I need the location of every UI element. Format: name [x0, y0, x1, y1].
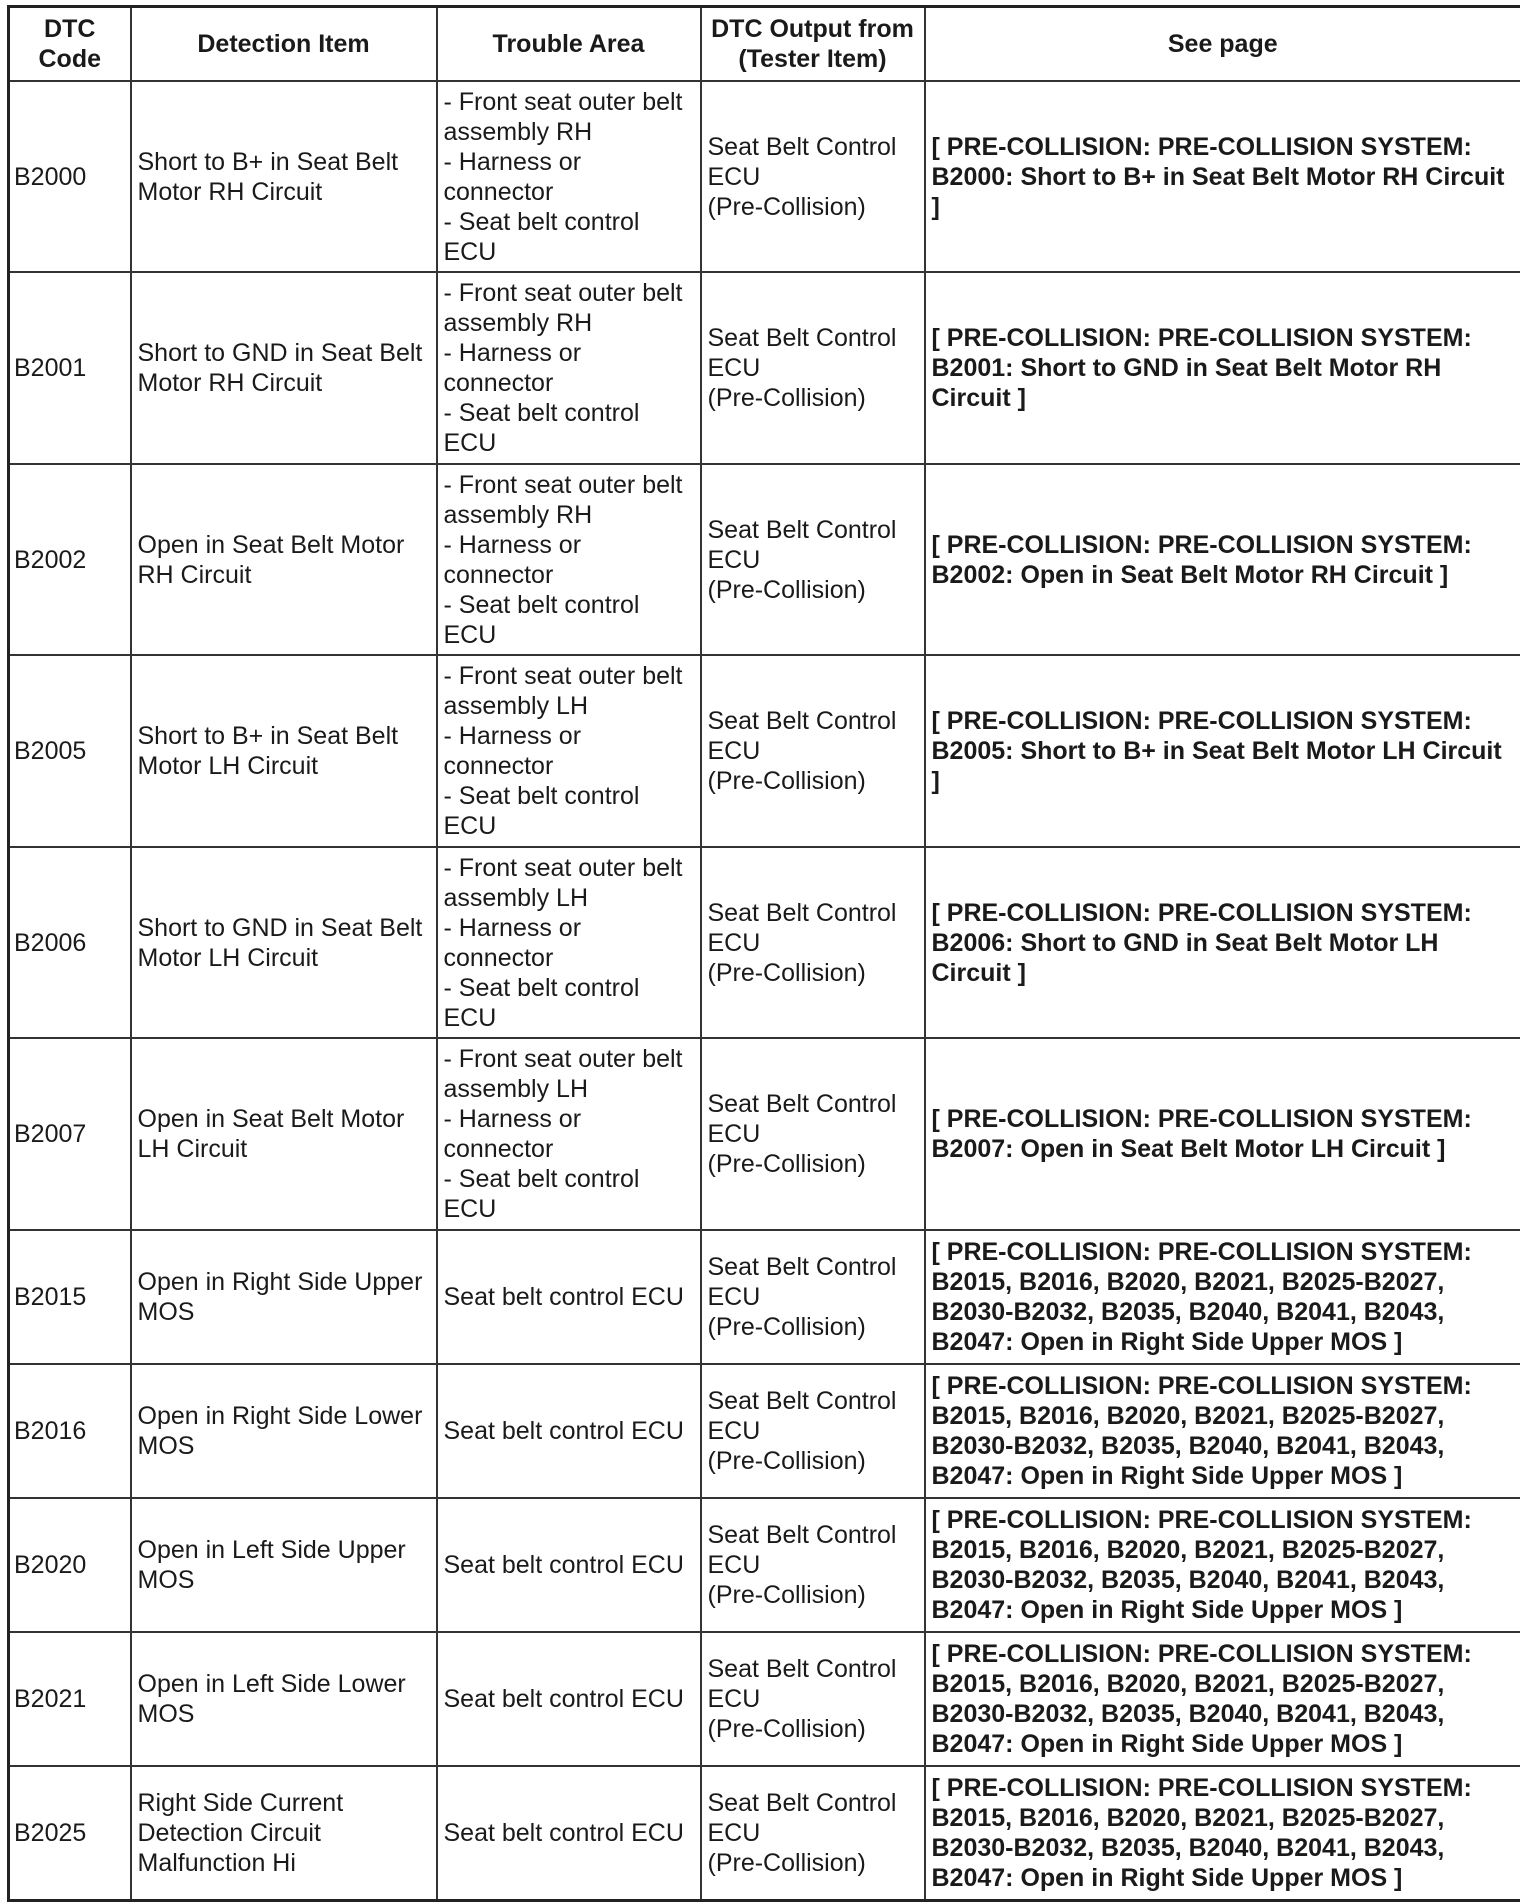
- dtc-output-cell: Seat Belt Control ECU (Pre-Collision): [701, 1498, 925, 1632]
- table-row: [9, 1364, 1520, 1498]
- dtc-code-cell: B2025: [9, 1766, 131, 1901]
- see-page-link[interactable]: [ PRE-COLLISION: PRE-COLLISION SYSTEM: B2002: Open in Seat Belt Motor RH Circuit ]: [925, 464, 1520, 655]
- table-row: [9, 272, 1520, 463]
- dtc-output-cell: Seat Belt Control ECU (Pre-Collision): [701, 1230, 925, 1364]
- trouble-area-cell: - Front seat outer belt assembly RH - Harness or connector - Seat belt control ECU: [437, 81, 701, 272]
- see-page-link[interactable]: [ PRE-COLLISION: PRE-COLLISION SYSTEM: B2015, B2016, B2020, B2021, B2025-B2027, B2030-B2032, B2035, B2040, B2041, B2043, B2047: Open in Right Side Upper MOS ]: [925, 1632, 1520, 1766]
- dtc-code-cell: B2002: [9, 464, 131, 655]
- see-page-link[interactable]: [ PRE-COLLISION: PRE-COLLISION SYSTEM: B2015, B2016, B2020, B2021, B2025-B2027, B2030-B2032, B2035, B2040, B2041, B2043, B2047: Open in Right Side Upper MOS ]: [925, 1230, 1520, 1364]
- dtc-output-cell: Seat Belt Control ECU (Pre-Collision): [701, 1632, 925, 1766]
- detection-item-cell: Short to B+ in Seat Belt Motor RH Circuit: [131, 81, 437, 272]
- trouble-area-cell: Seat belt control ECU: [437, 1230, 701, 1364]
- detection-item-cell: Right Side Current Detection Circuit Malfunction Hi: [131, 1766, 437, 1901]
- detection-item-cell: Open in Seat Belt Motor LH Circuit: [131, 1038, 437, 1229]
- see-page-link[interactable]: [ PRE-COLLISION: PRE-COLLISION SYSTEM: B2005: Short to B+ in Seat Belt Motor LH Circuit ]: [925, 655, 1520, 846]
- dtc-output-cell: Seat Belt Control ECU (Pre-Collision): [701, 1766, 925, 1901]
- trouble-area-cell: - Front seat outer belt assembly LH - Harness or connector - Seat belt control ECU: [437, 655, 701, 846]
- dtc-output-cell: Seat Belt Control ECU (Pre-Collision): [701, 1364, 925, 1498]
- trouble-area-cell: - Front seat outer belt assembly LH - Harness or connector - Seat belt control ECU: [437, 847, 701, 1038]
- detection-item-cell: Open in Right Side Lower MOS: [131, 1364, 437, 1498]
- dtc-code-cell: B2007: [9, 1038, 131, 1229]
- dtc-code-cell: B2001: [9, 272, 131, 463]
- see-page-link[interactable]: [ PRE-COLLISION: PRE-COLLISION SYSTEM: B2007: Open in Seat Belt Motor LH Circuit ]: [925, 1038, 1520, 1229]
- table-row: [9, 1038, 1520, 1229]
- detection-item-cell: Open in Left Side Lower MOS: [131, 1632, 437, 1766]
- trouble-area-cell: Seat belt control ECU: [437, 1632, 701, 1766]
- dtc-output-cell: Seat Belt Control ECU (Pre-Collision): [701, 655, 925, 846]
- dtc-output-cell: Seat Belt Control ECU (Pre-Collision): [701, 1038, 925, 1229]
- dtc-code-cell: B2021: [9, 1632, 131, 1766]
- table-row: [9, 1498, 1520, 1632]
- see-page-link[interactable]: [ PRE-COLLISION: PRE-COLLISION SYSTEM: B2015, B2016, B2020, B2021, B2025-B2027, B2030-B2032, B2035, B2040, B2041, B2043, B2047: Open in Right Side Upper MOS ]: [925, 1364, 1520, 1498]
- trouble-area-cell: Seat belt control ECU: [437, 1498, 701, 1632]
- table-row: [9, 1230, 1520, 1364]
- detection-item-cell: Open in Seat Belt Motor RH Circuit: [131, 464, 437, 655]
- table-row: [9, 1766, 1520, 1901]
- table-row: [9, 1632, 1520, 1766]
- trouble-area-cell: Seat belt control ECU: [437, 1766, 701, 1901]
- detection-item-cell: Short to GND in Seat Belt Motor LH Circuit: [131, 847, 437, 1038]
- table-row: [9, 464, 1520, 655]
- trouble-area-cell: - Front seat outer belt assembly LH - Harness or connector - Seat belt control ECU: [437, 1038, 701, 1229]
- dtc-code-cell: B2020: [9, 1498, 131, 1632]
- dtc-code-cell: B2016: [9, 1364, 131, 1498]
- see-page-link[interactable]: [ PRE-COLLISION: PRE-COLLISION SYSTEM: B2001: Short to GND in Seat Belt Motor RH Circuit ]: [925, 272, 1520, 463]
- dtc-output-cell: Seat Belt Control ECU (Pre-Collision): [701, 464, 925, 655]
- see-page-link[interactable]: [ PRE-COLLISION: PRE-COLLISION SYSTEM: B2006: Short to GND in Seat Belt Motor LH Circuit ]: [925, 847, 1520, 1038]
- dtc-code-cell: B2006: [9, 847, 131, 1038]
- see-page-link[interactable]: [ PRE-COLLISION: PRE-COLLISION SYSTEM: B2015, B2016, B2020, B2021, B2025-B2027, B2030-B2032, B2035, B2040, B2041, B2043, B2047: Open in Right Side Upper MOS ]: [925, 1498, 1520, 1632]
- detection-item-cell: Short to GND in Seat Belt Motor RH Circuit: [131, 272, 437, 463]
- header-dtc-code: DTC Code: [9, 7, 131, 82]
- detection-item-cell: Short to B+ in Seat Belt Motor LH Circuit: [131, 655, 437, 846]
- trouble-area-cell: Seat belt control ECU: [437, 1364, 701, 1498]
- table-row: [9, 847, 1520, 1038]
- header-detection-item: Detection Item: [131, 7, 437, 82]
- detection-item-cell: Open in Left Side Upper MOS: [131, 1498, 437, 1632]
- trouble-area-cell: - Front seat outer belt assembly RH - Harness or connector - Seat belt control ECU: [437, 272, 701, 463]
- header-trouble-area: Trouble Area: [437, 7, 701, 82]
- dtc-code-cell: B2015: [9, 1230, 131, 1364]
- dtc-code-cell: B2000: [9, 81, 131, 272]
- header-row: [9, 7, 1520, 82]
- dtc-code-cell: B2005: [9, 655, 131, 846]
- table-row: [9, 81, 1520, 272]
- see-page-link[interactable]: [ PRE-COLLISION: PRE-COLLISION SYSTEM: B2015, B2016, B2020, B2021, B2025-B2027, B2030-B2032, B2035, B2040, B2041, B2043, B2047: Open in Right Side Upper MOS ]: [925, 1766, 1520, 1901]
- see-page-link[interactable]: [ PRE-COLLISION: PRE-COLLISION SYSTEM: B2000: Short to B+ in Seat Belt Motor RH Circuit ]: [925, 81, 1520, 272]
- table-row: [9, 655, 1520, 846]
- header-dtc-output: DTC Output from (Tester Item): [701, 7, 925, 82]
- dtc-output-cell: Seat Belt Control ECU (Pre-Collision): [701, 847, 925, 1038]
- dtc-table: [7, 5, 1520, 1902]
- header-see-page: See page: [925, 7, 1520, 82]
- dtc-output-cell: Seat Belt Control ECU (Pre-Collision): [701, 272, 925, 463]
- detection-item-cell: Open in Right Side Upper MOS: [131, 1230, 437, 1364]
- trouble-area-cell: - Front seat outer belt assembly RH - Harness or connector - Seat belt control ECU: [437, 464, 701, 655]
- dtc-output-cell: Seat Belt Control ECU (Pre-Collision): [701, 81, 925, 272]
